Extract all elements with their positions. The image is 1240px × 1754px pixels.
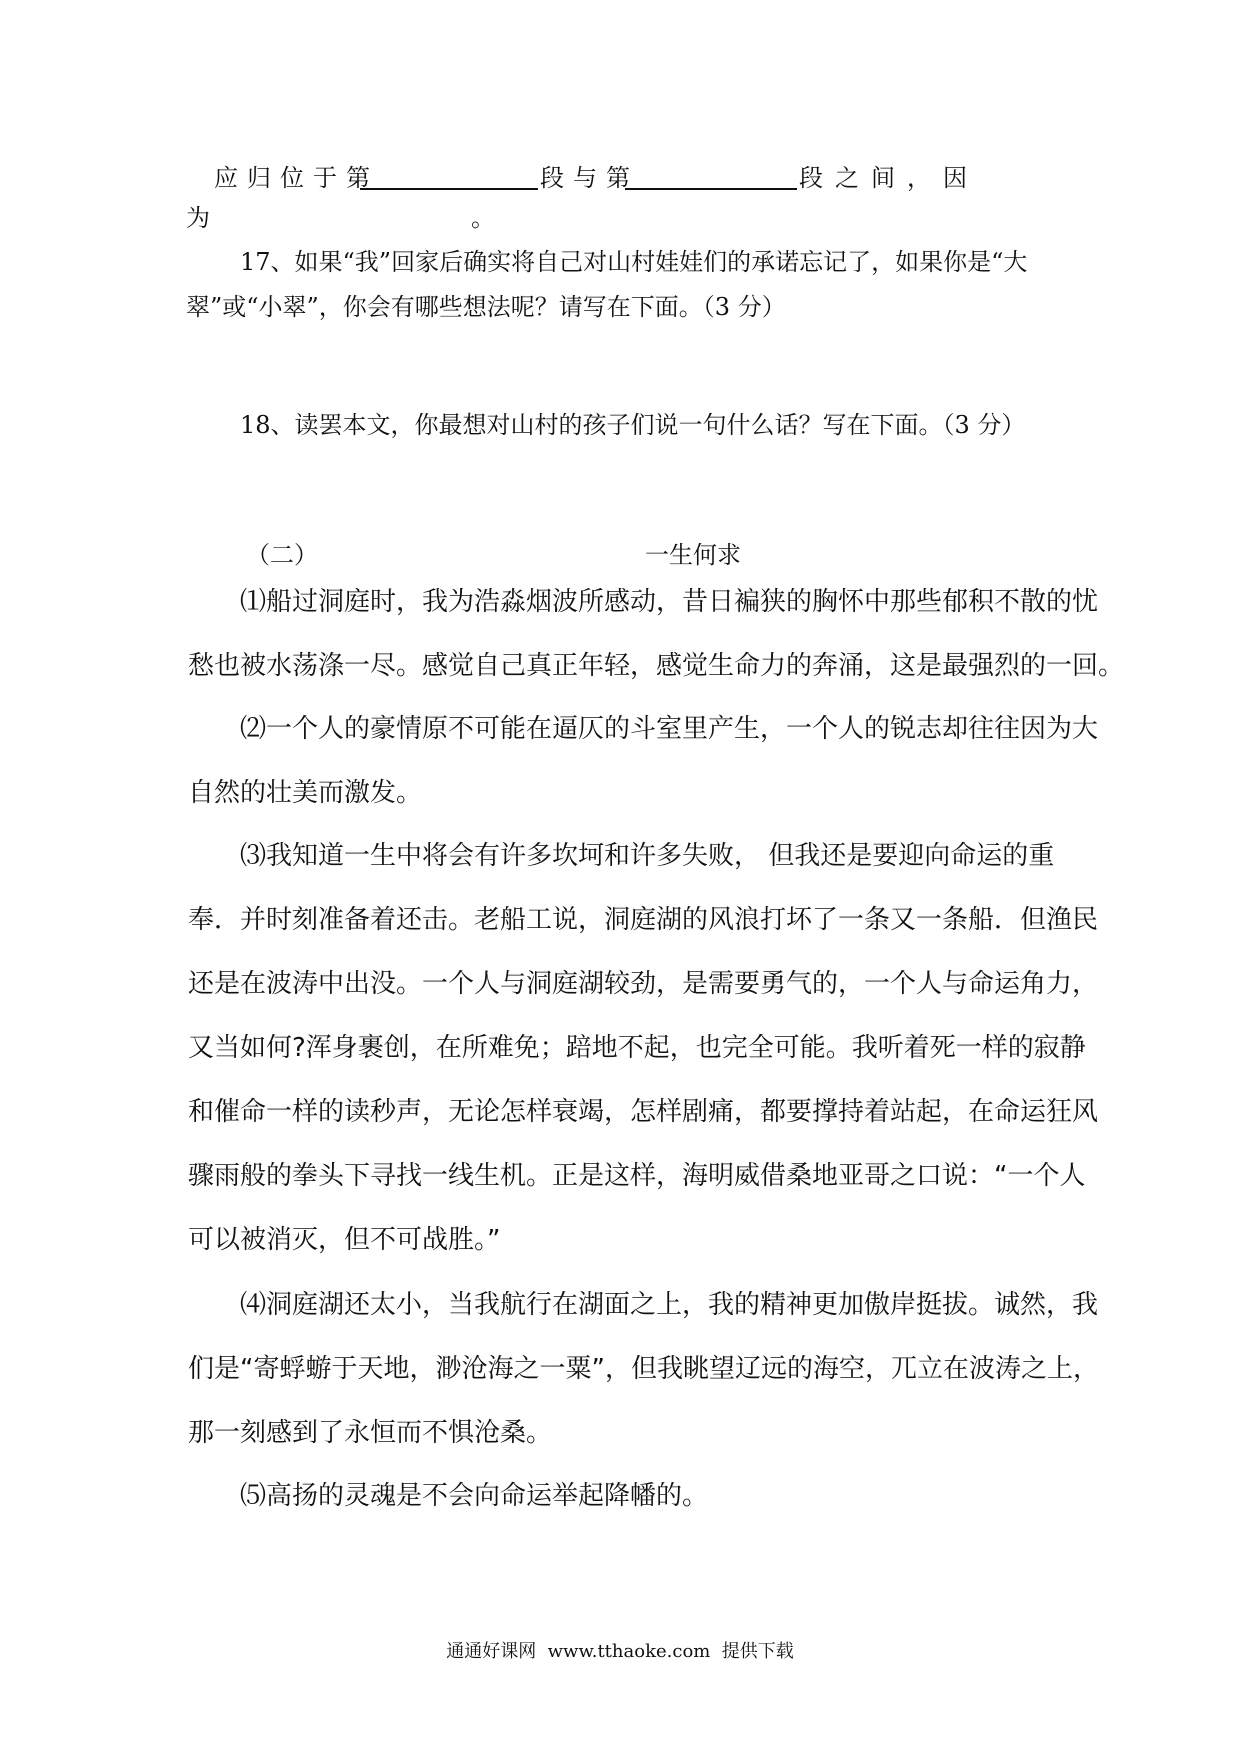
paragraph-line: ⑷洞庭湖还太小，当我航行在湖面之上，我的精神更加傲岸挺拔。诚然，我 (240, 1290, 1099, 1320)
passage-paragraph-3 (188, 824, 1099, 1272)
q16-text-after-blank: 段之间，因 (799, 164, 979, 192)
passage-paragraph-1 (188, 570, 1125, 698)
q16-row-1 (188, 158, 1050, 198)
q16-blank-1[interactable] (360, 188, 538, 190)
paragraph-line: 和催命一样的读秒声，无论怎样衰竭，怎样剧痛，都要撑持着站起，在命运狂风 (188, 1097, 1099, 1127)
q16-blank-2[interactable] (625, 188, 797, 190)
paragraph-line: ⑸高扬的灵魂是不会向命运举起降幡的。 (240, 1481, 709, 1511)
question-17-line-1: 17、如果“我”回家后确实将自己对山村娃娃们的承诺忘记了，如果你是“大 (240, 248, 1028, 276)
section-number: （二） (246, 541, 318, 569)
q16-text-line2-start: 为 (186, 204, 210, 232)
paragraph-line: 奉．并时刻准备着还击。老船工说，洞庭湖的风浪打坏了一条又一条船．但渔民 (188, 905, 1099, 935)
question-18-line-1: 18、读罢本文，你最想对山村的孩子们说一句什么话？写在下面。（3 分） (240, 411, 1026, 439)
passage-paragraph-5 (188, 1464, 1054, 1528)
section-title: 一生何求 (645, 541, 741, 569)
paragraph-line: 可以被消灭，但不可战胜。” (188, 1225, 501, 1255)
paragraph-line: 自然的壮美而激发。 (188, 778, 423, 808)
question-16-answer-line (188, 158, 1050, 238)
q16-text-between-blanks: 段与第 (540, 164, 639, 192)
paragraph-line: 愁也被水荡涤一尽。感觉自己真正年轻，感觉生命力的奔涌，这是最强烈的一回。 (188, 651, 1125, 681)
paragraph-line: 还是在波涛中出没。一个人与洞庭湖较劲，是需要勇气的，一个人与命运角力， (188, 969, 1099, 999)
q16-row-2 (188, 198, 1050, 238)
paragraph-line: ⑵一个人的豪情原不可能在逼仄的斗室里产生，一个人的锐志却往往因为大 (240, 714, 1099, 744)
question-17-line-2: 翠”或“小翠”，你会有哪些想法呢？请写在下面。（3 分） (186, 293, 786, 321)
paragraph-line: ⑴船过洞庭时，我为浩淼烟波所感动，昔日褊狭的胸怀中那些郁积不散的忧 (240, 587, 1099, 617)
paragraph-line: ⑶我知道一生中将会有许多坎坷和许多失败， 但我还是要迎向命运的重 (240, 841, 1055, 871)
q16-text-line2-end: 。 (471, 204, 495, 232)
passage-paragraph-4 (188, 1273, 1099, 1465)
paragraph-line: 骤雨般的拳头下寻找一线生机。正是这样，海明威借桑地亚哥之口说：“一个人 (188, 1161, 1086, 1191)
passage-paragraph-2 (188, 697, 1099, 825)
paragraph-line: 那一刻感到了永恒而不惧沧桑。 (188, 1418, 553, 1448)
page-footer: 通通好课网 www.tthaoke.com 提供下载 (446, 1641, 794, 1662)
q16-text-before-blank: 应归位于第 (214, 164, 379, 192)
paragraph-line: 们是“寄蜉蝣于天地，渺沧海之一粟”，但我眺望辽远的海空，兀立在波涛之上， (188, 1354, 1099, 1384)
paragraph-line: 又当如何?浑身裹创，在所难免；踣地不起，也完全可能。我听着死一样的寂静 (188, 1033, 1086, 1063)
